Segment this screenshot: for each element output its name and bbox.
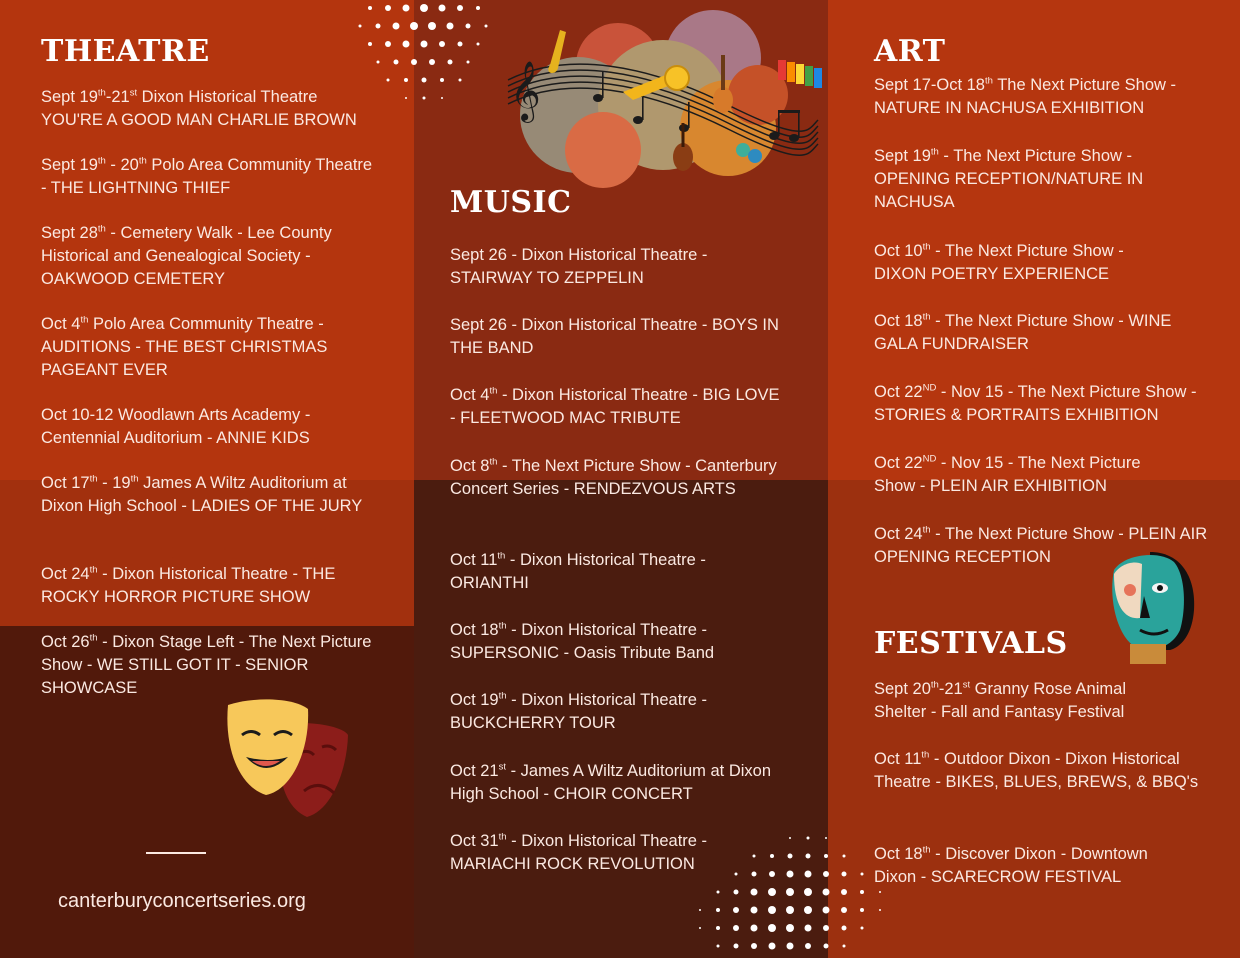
entry-superscript: th [97, 155, 106, 167]
entry-text: - Dixon Historical Theatre - BIG LOVE - FLEETWOOD MAC TRIBUTE [450, 386, 780, 427]
entry-superscript: th [498, 690, 507, 702]
theatre-heading: THEATRE [41, 34, 210, 69]
entry-text: Oct 18 [450, 621, 499, 639]
entry-text: - Cemetery Walk - Lee County Historical and Genealogical Society - OAKWOOD CEMETERY [41, 224, 332, 288]
theatre-entry [41, 631, 381, 700]
entry-text: Oct 17 [41, 474, 90, 492]
entry-superscript: th [489, 385, 498, 397]
entry-text: Sept 28 [41, 224, 98, 242]
music-entry [450, 830, 780, 876]
entry-text: Oct 19 [450, 691, 499, 709]
art-entry [874, 452, 1174, 498]
theatre-entry [41, 404, 381, 450]
entry-text: - The Next Picture Show - Canterbury Concert Series - RENDEZVOUS ARTS [450, 457, 777, 498]
svg-text:𝄞: 𝄞 [510, 61, 541, 121]
entry-text: Sept 19 [41, 156, 98, 174]
art-column [874, 0, 1214, 958]
art-heading: ART [874, 34, 946, 69]
entry-text: Oct 18 [874, 845, 923, 863]
entry-text: Polo Area Community Theatre - THE LIGHTNING THIEF [41, 156, 373, 197]
art-entry [874, 74, 1209, 120]
music-entry [450, 384, 780, 430]
entry-superscript: ND [922, 382, 937, 394]
entry-superscript: th [930, 679, 939, 691]
entry-text: James A Wiltz Auditorium at Dixon High School - LADIES OF THE JURY [41, 474, 363, 515]
art-entry [874, 310, 1174, 356]
theatre-column [41, 0, 391, 958]
entry-text: - Dixon Historical Theatre - ORIANTHI [450, 551, 706, 592]
entry-text: - Dixon Historical Theatre - SUPERSONIC - Oasis Tribute Band [450, 621, 715, 662]
festival-entry [874, 678, 1174, 724]
theatre-entry [41, 222, 381, 291]
art-entry [874, 381, 1209, 427]
entry-text: Sept 19 [41, 88, 98, 106]
entry-superscript: st [962, 679, 971, 691]
entry-superscript: th [922, 524, 931, 536]
entry-superscript: th [497, 550, 506, 562]
music-entry [450, 314, 780, 360]
entry-text: Sept 19 [874, 147, 931, 165]
entry-text: - Nov 15 - The Next Picture Show - PLEIN AIR EXHIBITION [874, 454, 1141, 495]
divider-line [146, 852, 206, 854]
entry-superscript: th [89, 632, 98, 644]
entry-text: Oct 31 [450, 832, 499, 850]
entry-superscript: th [930, 146, 939, 158]
entry-text: Oct 24 [874, 525, 923, 543]
music-entry [450, 619, 780, 665]
entry-text: - The Next Picture Show - PLEIN AIR OPENING RECEPTION [874, 525, 1208, 566]
entry-text: Polo Area Community Theatre - AUDITIONS - THE BEST CHRISTMAS PAGEANT EVER [41, 315, 328, 379]
entry-text: Oct 11 [874, 750, 922, 768]
entry-text: Sept 26 - Dixon Historical Theatre - STAIRWAY TO ZEPPELIN [450, 246, 708, 287]
entry-text: - Dixon Historical Theatre - MARIACHI ROCK REVOLUTION [450, 832, 708, 873]
entry-text: - James A Wiltz Auditorium at Dixon High School - CHOIR CONCERT [450, 762, 772, 803]
music-heading: MUSIC [450, 185, 572, 220]
art-entry [874, 240, 1174, 286]
entry-text: - 20 [105, 156, 139, 174]
festival-entry [874, 748, 1209, 794]
entry-text: Oct 8 [450, 457, 490, 475]
entry-text: Oct 22 [874, 383, 923, 401]
entry-text: - Dixon Historical Theatre - BUCKCHERRY TOUR [450, 691, 708, 732]
entry-text: -21 [938, 680, 963, 698]
entry-text: Oct 11 [450, 551, 498, 569]
entry-superscript: th [922, 311, 931, 323]
entry-text: Oct 21 [450, 762, 499, 780]
entry-text: - The Next Picture Show - DIXON POETRY EXPERIENCE [874, 242, 1124, 283]
theatre-entry [41, 563, 381, 609]
entry-superscript: th [138, 155, 147, 167]
art-entry [874, 523, 1209, 569]
entry-text: Oct 22 [874, 454, 923, 472]
entry-superscript: st [498, 761, 506, 773]
entry-text: - Discover Dixon - Downtown Dixon - SCARECROW FESTIVAL [874, 845, 1148, 886]
music-entry [450, 760, 780, 806]
entry-text: Oct 18 [874, 312, 923, 330]
entry-text: Sept 26 - Dixon Historical Theatre - BOYS IN THE BAND [450, 316, 779, 357]
entry-text: - The Next Picture Show - WINE GALA FUNDRAISER [874, 312, 1172, 353]
entry-text: Oct 24 [41, 565, 90, 583]
entry-text: Oct 10-12 Woodlawn Arts Academy - Centennial Auditorium - ANNIE KIDS [41, 406, 311, 447]
art-entry [874, 145, 1174, 214]
entry-superscript: th [89, 564, 98, 576]
entry-superscript: th [498, 831, 507, 843]
entry-text: Oct 10 [874, 242, 923, 260]
festival-entry [874, 843, 1174, 889]
entry-superscript: ND [922, 453, 937, 465]
entry-text: Sept 20 [874, 680, 931, 698]
theatre-entry [41, 472, 381, 518]
entry-text: -21 [105, 88, 130, 106]
entry-text: Sept 17-Oct 18 [874, 76, 985, 94]
entry-superscript: th [922, 241, 931, 253]
music-entry [450, 244, 780, 290]
website-link[interactable]: canterburyconcertseries.org [58, 890, 306, 912]
theatre-entry [41, 154, 381, 200]
festivals-heading: FESTIVALS [874, 626, 1068, 661]
theatre-entry [41, 86, 381, 132]
entry-text: Oct 26 [41, 633, 90, 651]
entry-text: Granny Rose Animal Shelter - Fall and Fantasy Festival [874, 680, 1126, 721]
entry-superscript: th [80, 314, 89, 326]
entry-superscript: th [921, 749, 930, 761]
entry-superscript: th [89, 473, 98, 485]
entry-text: - Nov 15 - The Next Picture Show - STORIES & PORTRAITS EXHIBITION [874, 383, 1197, 424]
entry-superscript: th [97, 223, 106, 235]
entry-text: Oct 4 [41, 315, 81, 333]
entry-text: The Next Picture Show - NATURE IN NACHUSA EXHIBITION [874, 76, 1177, 117]
theatre-entry [41, 313, 381, 382]
entry-superscript: st [129, 87, 138, 99]
entry-text: - 19 [97, 474, 131, 492]
entry-text: - Dixon Stage Left - The Next Picture Show - WE STILL GOT IT - SENIOR SHOWCASE [41, 633, 372, 697]
music-entry [450, 455, 780, 501]
entry-text: - Outdoor Dixon - Dixon Historical Theatre - BIKES, BLUES, BREWS, & BBQ's [874, 750, 1199, 791]
entry-superscript: th [922, 844, 931, 856]
entry-text: Dixon Historical Theatre YOU'RE A GOOD MAN CHARLIE BROWN [41, 88, 357, 129]
entry-superscript: th [130, 473, 139, 485]
entry-text: Oct 4 [450, 386, 490, 404]
entry-superscript: th [97, 87, 106, 99]
entry-superscript: th [498, 620, 507, 632]
music-entry [450, 549, 780, 595]
music-column [450, 0, 800, 958]
entry-superscript: th [984, 75, 993, 87]
entry-text: - The Next Picture Show - OPENING RECEPTION/NATURE IN NACHUSA [874, 147, 1144, 211]
entry-superscript: th [489, 456, 498, 468]
music-entry [450, 689, 780, 735]
entry-text: - Dixon Historical Theatre - THE ROCKY HORROR PICTURE SHOW [41, 565, 336, 606]
